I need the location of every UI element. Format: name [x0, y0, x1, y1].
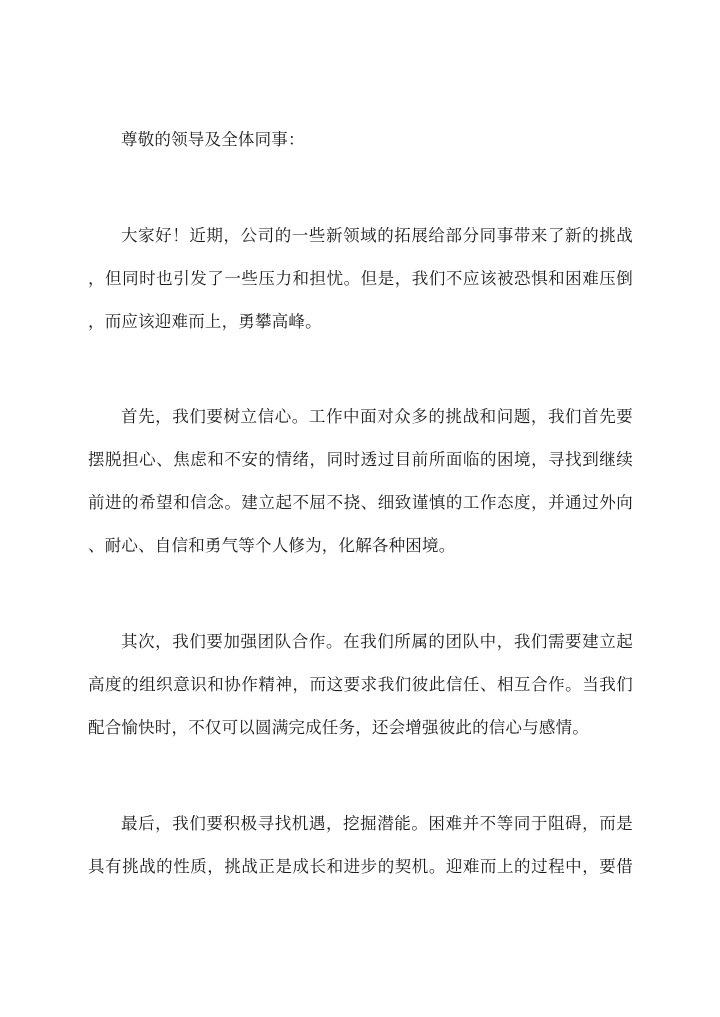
paragraph-line: 配合愉快时，不仅可以圆满完成任务，还会增强彼此的信心与感情。	[88, 718, 589, 737]
paragraph-line: ，但同时也引发了一些压力和担忧。但是，我们不应该被恐惧和困难压倒	[88, 269, 633, 288]
paragraph-line: 大家好！近期，公司的一些新领域的拓展给部分同事带来了新的挑战	[121, 226, 633, 245]
paragraph-line: 前进的希望和信念。建立起不屈不挠、细致谨慎的工作态度，并通过外向	[88, 493, 633, 512]
paragraph-line: 首先，我们要树立信心。工作中面对众多的挑战和问题，我们首先要	[121, 407, 633, 426]
paragraph-line: ，而应该迎难而上，勇攀高峰。	[88, 312, 322, 331]
paragraph-line: 摆脱担心、焦虑和不安的情绪，同时透过目前所面临的困境，寻找到继续	[88, 450, 633, 469]
paragraph-line: 、耐心、自信和勇气等个人修为，化解各种困境。	[88, 536, 456, 555]
paragraph-line: 高度的组织意识和协作精神，而这要求我们彼此信任、相互合作。当我们	[88, 675, 633, 694]
greeting: 尊敬的领导及全体同事：	[121, 130, 305, 149]
paragraph-line: 其次，我们要加强团队合作。在我们所属的团队中，我们需要建立起	[121, 632, 633, 651]
paragraph-line: 具有挑战的性质，挑战正是成长和进步的契机。迎难而上的过程中，要借	[88, 857, 633, 876]
paragraph-line: 最后，我们要积极寻找机遇，挖掘潜能。困难并不等同于阻碍，而是	[121, 814, 633, 833]
